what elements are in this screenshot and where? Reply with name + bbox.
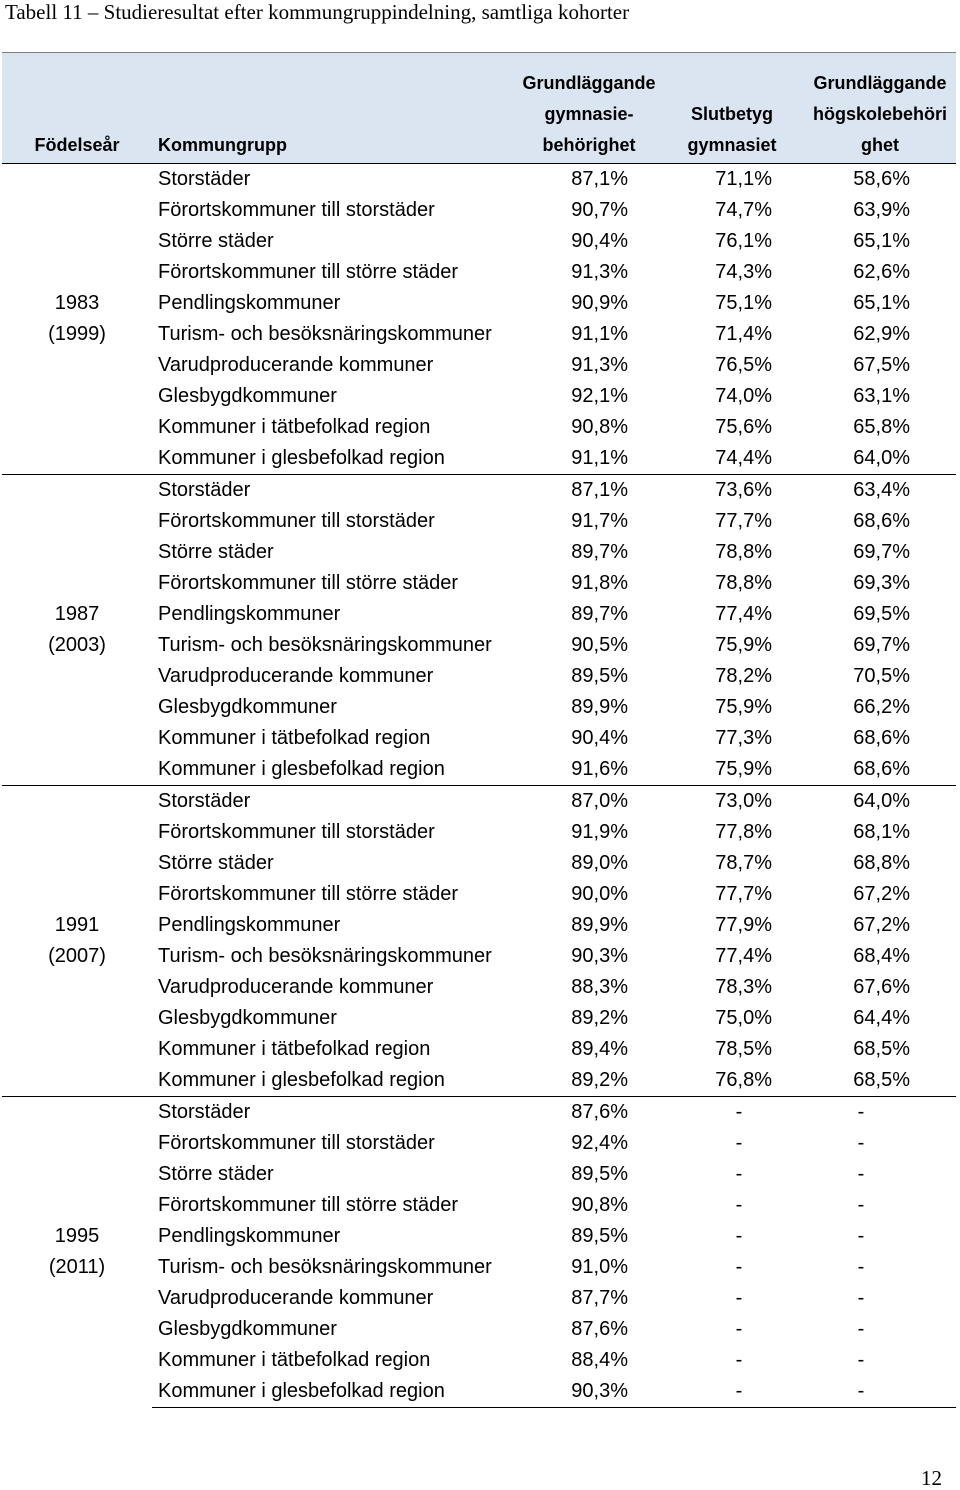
kommungrupp-cell: Större städer — [158, 1163, 274, 1185]
header-line: Grundläggande — [522, 73, 656, 93]
grundlaggande-gymnasiebehorighet-cell: 90,3% — [571, 945, 628, 967]
kommungrupp-cell: Turism- och besöksnäringskommuner — [158, 945, 492, 967]
cohort-sub-year: (2011) — [48, 1256, 106, 1279]
grundlaggande-gymnasiebehorighet-cell: 91,8% — [571, 572, 628, 594]
kommungrupp-cell: Glesbygdkommuner — [158, 696, 337, 718]
grundlaggande-gymnasiebehorighet-cell: 89,9% — [571, 696, 628, 718]
kommungrupp-cell: Storstäder — [152, 1097, 518, 1129]
slutbetyg-gymnasiet-cell: 77,4% — [715, 603, 772, 625]
header-line: högskolebehöri — [812, 104, 947, 124]
grundlaggande-gymnasiebehorighet-cell: 89,2% — [518, 1065, 660, 1097]
cohort-year: 1995 — [54, 1225, 100, 1248]
cohort-year-cell — [2, 164, 152, 475]
slutbetyg-gymnasiet-cell: 78,3% — [715, 976, 772, 998]
grundlaggande-gymnasiebehorighet-cell: 87,7% — [571, 1287, 628, 1309]
grundlaggande-gymnasiebehorighet-cell: 89,7% — [571, 541, 628, 563]
kommungrupp-cell: Turism- och besöksnäringskommuner — [158, 323, 492, 345]
grundlaggande-gymnasiebehorighet-cell: 91,3% — [571, 354, 628, 376]
grundlaggande-gymnasiebehorighet-cell: 87,0% — [518, 786, 660, 818]
kommungrupp-cell: Storstäder — [152, 475, 518, 507]
kommungrupp-cell: Turism- och besöksnäringskommuner — [158, 1256, 492, 1278]
slutbetyg-gymnasiet-cell: - — [735, 1256, 743, 1278]
grundlaggande-hogskolebehorighet-cell: - — [857, 1225, 865, 1247]
table-row — [2, 786, 956, 818]
header-line: Slutbetyg — [690, 104, 773, 124]
grundlaggande-hogskolebehorighet-cell: 63,1% — [853, 385, 910, 407]
header-line: behörighet — [542, 135, 636, 155]
grundlaggande-gymnasiebehorighet-cell: 90,7% — [571, 199, 628, 221]
slutbetyg-gymnasiet-cell: 73,6% — [660, 475, 804, 507]
kommungrupp-cell: Kommuner i tätbefolkad region — [158, 416, 431, 438]
header-line: Grundläggande — [813, 73, 947, 93]
slutbetyg-gymnasiet-cell: 74,0% — [715, 385, 772, 407]
kommungrupp-cell: Glesbygdkommuner — [158, 1318, 337, 1340]
grundlaggande-gymnasiebehorighet-cell: 89,9% — [571, 914, 628, 936]
grundlaggande-hogskolebehorighet-cell: 63,9% — [853, 199, 910, 221]
kommungrupp-cell: Storstäder — [152, 164, 518, 196]
cohort-sub-year: (2003) — [48, 634, 106, 656]
grundlaggande-hogskolebehorighet-cell: - — [804, 1376, 956, 1408]
grundlaggande-gymnasiebehorighet-cell: 90,4% — [571, 230, 628, 252]
slutbetyg-gymnasiet-cell: 75,9% — [715, 634, 772, 656]
slutbetyg-gymnasiet-cell: 76,1% — [715, 230, 772, 252]
slutbetyg-gymnasiet-cell: 77,9% — [715, 914, 772, 936]
table-row — [2, 1097, 956, 1129]
grundlaggande-gymnasiebehorighet-cell: 91,3% — [571, 261, 628, 283]
kommungrupp-cell: Varudproducerande kommuner — [158, 1287, 434, 1309]
grundlaggande-gymnasiebehorighet-cell: 89,5% — [571, 665, 628, 687]
slutbetyg-gymnasiet-cell: 77,7% — [715, 883, 772, 905]
kommungrupp-cell: Storstäder — [152, 786, 518, 818]
slutbetyg-gymnasiet-cell: 71,1% — [660, 164, 804, 196]
slutbetyg-gymnasiet-cell: 77,4% — [715, 945, 772, 967]
grundlaggande-gymnasiebehorighet-cell: 91,7% — [571, 510, 628, 532]
grundlaggande-hogskolebehorighet-cell: 70,5% — [853, 665, 910, 687]
grundlaggande-gymnasiebehorighet-cell: 91,9% — [571, 821, 628, 843]
kommungrupp-cell: Kommuner i glesbefolkad region — [152, 1376, 518, 1408]
grundlaggande-gymnasiebehorighet-cell: 89,0% — [571, 852, 628, 874]
slutbetyg-gymnasiet-cell: 78,5% — [715, 1038, 772, 1060]
table-body — [2, 164, 956, 1408]
grundlaggande-hogskolebehorighet-cell: 66,2% — [853, 696, 910, 718]
slutbetyg-gymnasiet-cell: 76,5% — [715, 354, 772, 376]
grundlaggande-gymnasiebehorighet-cell: 89,7% — [571, 603, 628, 625]
grundlaggande-hogskolebehorighet-cell: 69,7% — [853, 634, 910, 656]
grundlaggande-hogskolebehorighet-cell: 58,6% — [804, 164, 956, 196]
table-row — [2, 475, 956, 507]
kommungrupp-cell: Förortskommuner till större städer — [158, 1194, 459, 1216]
kommungrupp-cell: Pendlingskommuner — [158, 1225, 341, 1247]
grundlaggande-gymnasiebehorighet-cell: 89,2% — [571, 1007, 628, 1029]
kommungrupp-cell: Pendlingskommuner — [158, 292, 341, 314]
grundlaggande-hogskolebehorighet-cell: 68,6% — [853, 510, 910, 532]
header-line: ghet — [861, 135, 899, 155]
header-row — [2, 53, 956, 164]
slutbetyg-gymnasiet-cell: 75,9% — [660, 754, 804, 786]
kommungrupp-cell: Större städer — [158, 541, 274, 563]
kommungrupp-cell: Större städer — [158, 230, 274, 252]
table-title: Tabell 11 – Studieresultat efter kommungruppindelning, samtliga kohorter — [5, 0, 630, 24]
grundlaggande-hogskolebehorighet-cell: 68,4% — [853, 945, 910, 967]
table-row — [2, 164, 956, 196]
cohort-year: 1991 — [54, 914, 100, 936]
grundlaggande-gymnasiebehorighet-cell: 87,1% — [518, 475, 660, 507]
cohort-year: 1983 — [54, 292, 100, 314]
grundlaggande-hogskolebehorighet-cell: 68,6% — [853, 727, 910, 749]
grundlaggande-hogskolebehorighet-cell: 68,1% — [853, 821, 910, 843]
slutbetyg-gymnasiet-cell: 77,8% — [715, 821, 772, 843]
grundlaggande-hogskolebehorighet-cell: 65,8% — [853, 416, 910, 438]
slutbetyg-gymnasiet-cell: 76,8% — [660, 1065, 804, 1097]
kommungrupp-cell: Förortskommuner till storstäder — [158, 199, 435, 221]
grundlaggande-hogskolebehorighet-cell: 68,6% — [804, 754, 956, 786]
slutbetyg-gymnasiet-cell: - — [735, 1225, 743, 1247]
slutbetyg-gymnasiet-cell: - — [735, 1318, 743, 1340]
header-line: gymnasiet — [687, 135, 777, 155]
grundlaggande-gymnasiebehorighet-cell: 87,6% — [518, 1097, 660, 1129]
grundlaggande-gymnasiebehorighet-cell: 91,0% — [571, 1256, 628, 1278]
header-grundlaggande-hogskolebehorighet — [804, 53, 956, 164]
grundlaggande-hogskolebehorighet-cell: 63,4% — [804, 475, 956, 507]
kommungrupp-cell: Förortskommuner till storstäder — [158, 821, 435, 843]
slutbetyg-gymnasiet-cell: 75,6% — [715, 416, 772, 438]
grundlaggande-hogskolebehorighet-cell: 62,9% — [853, 323, 910, 345]
grundlaggande-hogskolebehorighet-cell: 68,8% — [853, 852, 910, 874]
header-fodelsear: Födelseår — [2, 53, 152, 164]
kommungrupp-cell: Pendlingskommuner — [158, 603, 341, 625]
grundlaggande-hogskolebehorighet-cell: - — [857, 1194, 865, 1216]
grundlaggande-hogskolebehorighet-cell: - — [857, 1256, 865, 1278]
kommungrupp-cell: Förortskommuner till större städer — [158, 883, 459, 905]
cohort-year-cell — [2, 1097, 152, 1408]
slutbetyg-gymnasiet-cell: - — [735, 1349, 743, 1371]
grundlaggande-gymnasiebehorighet-cell: 88,4% — [571, 1349, 628, 1371]
grundlaggande-hogskolebehorighet-cell: - — [804, 1097, 956, 1129]
slutbetyg-gymnasiet-cell: 75,0% — [715, 1007, 772, 1029]
grundlaggande-hogskolebehorighet-cell: - — [857, 1163, 865, 1185]
grundlaggande-hogskolebehorighet-cell: - — [857, 1318, 865, 1340]
grundlaggande-hogskolebehorighet-cell: 65,1% — [853, 230, 910, 252]
grundlaggande-gymnasiebehorighet-cell: 89,5% — [571, 1225, 628, 1247]
grundlaggande-hogskolebehorighet-cell: 69,5% — [853, 603, 910, 625]
header-line: gymnasie- — [544, 104, 634, 124]
grundlaggande-hogskolebehorighet-cell: 67,2% — [853, 883, 910, 905]
kommungrupp-cell: Förortskommuner till större städer — [158, 572, 459, 594]
kommungrupp-cell: Förortskommuner till storstäder — [158, 510, 435, 532]
grundlaggande-hogskolebehorighet-cell: - — [857, 1349, 865, 1371]
slutbetyg-gymnasiet-cell: 78,8% — [715, 572, 772, 594]
slutbetyg-gymnasiet-cell: 73,0% — [660, 786, 804, 818]
slutbetyg-gymnasiet-cell: - — [735, 1163, 743, 1185]
kommungrupp-cell: Varudproducerande kommuner — [158, 354, 434, 376]
grundlaggande-hogskolebehorighet-cell: 64,0% — [804, 443, 956, 475]
cohort-sub-year: (1999) — [48, 323, 106, 345]
header-kommungrupp: Kommungrupp — [152, 53, 518, 164]
kommungrupp-cell: Kommuner i glesbefolkad region — [152, 1065, 518, 1097]
slutbetyg-gymnasiet-cell: 74,7% — [715, 199, 772, 221]
cohort-year: 1987 — [54, 603, 100, 625]
slutbetyg-gymnasiet-cell: 74,4% — [660, 443, 804, 475]
grundlaggande-hogskolebehorighet-cell: - — [857, 1132, 865, 1154]
kommungrupp-cell: Glesbygdkommuner — [158, 1007, 337, 1029]
cohort-year-cell — [2, 475, 152, 786]
grundlaggande-gymnasiebehorighet-cell: 90,4% — [571, 727, 628, 749]
slutbetyg-gymnasiet-cell: - — [735, 1132, 743, 1154]
slutbetyg-gymnasiet-cell: 75,1% — [715, 292, 772, 314]
slutbetyg-gymnasiet-cell: - — [735, 1287, 743, 1309]
grundlaggande-hogskolebehorighet-cell: 68,5% — [804, 1065, 956, 1097]
page-number: 12 — [921, 1466, 942, 1490]
slutbetyg-gymnasiet-cell: - — [735, 1194, 743, 1216]
grundlaggande-gymnasiebehorighet-cell: 92,4% — [571, 1132, 628, 1154]
grundlaggande-gymnasiebehorighet-cell: 89,4% — [571, 1038, 628, 1060]
kommungrupp-cell: Kommuner i glesbefolkad region — [152, 443, 518, 475]
kommungrupp-cell: Glesbygdkommuner — [158, 385, 337, 407]
slutbetyg-gymnasiet-cell: 77,3% — [715, 727, 772, 749]
grundlaggande-gymnasiebehorighet-cell: 91,6% — [518, 754, 660, 786]
grundlaggande-gymnasiebehorighet-cell: 90,5% — [571, 634, 628, 656]
kommungrupp-cell: Pendlingskommuner — [158, 914, 341, 936]
grundlaggande-gymnasiebehorighet-cell: 88,3% — [571, 976, 628, 998]
kommungrupp-cell: Kommuner i tätbefolkad region — [158, 727, 431, 749]
kommungrupp-cell: Kommuner i tätbefolkad region — [158, 1349, 431, 1371]
grundlaggande-gymnasiebehorighet-cell: 87,1% — [518, 164, 660, 196]
grundlaggande-gymnasiebehorighet-cell: 91,1% — [571, 323, 628, 345]
grundlaggande-gymnasiebehorighet-cell: 90,0% — [571, 883, 628, 905]
grundlaggande-gymnasiebehorighet-cell: 90,8% — [571, 1194, 628, 1216]
kommungrupp-cell: Turism- och besöksnäringskommuner — [158, 634, 492, 656]
grundlaggande-hogskolebehorighet-cell: 67,2% — [853, 914, 910, 936]
grundlaggande-gymnasiebehorighet-cell: 89,5% — [571, 1163, 628, 1185]
results-table — [2, 52, 956, 1408]
grundlaggande-gymnasiebehorighet-cell: 90,3% — [518, 1376, 660, 1408]
grundlaggande-hogskolebehorighet-cell: - — [857, 1287, 865, 1309]
grundlaggande-hogskolebehorighet-cell: 62,6% — [853, 261, 910, 283]
grundlaggande-hogskolebehorighet-cell: 68,5% — [853, 1038, 910, 1060]
grundlaggande-gymnasiebehorighet-cell: 90,9% — [571, 292, 628, 314]
kommungrupp-cell: Förortskommuner till storstäder — [158, 1132, 435, 1154]
grundlaggande-hogskolebehorighet-cell: 69,7% — [853, 541, 910, 563]
slutbetyg-gymnasiet-cell: - — [660, 1376, 804, 1408]
grundlaggande-gymnasiebehorighet-cell: 91,1% — [518, 443, 660, 475]
kommungrupp-cell: Förortskommuner till större städer — [158, 261, 459, 283]
grundlaggande-gymnasiebehorighet-cell: 92,1% — [571, 385, 628, 407]
slutbetyg-gymnasiet-cell: 75,9% — [715, 696, 772, 718]
slutbetyg-gymnasiet-cell: 78,8% — [715, 541, 772, 563]
slutbetyg-gymnasiet-cell: 71,4% — [715, 323, 772, 345]
kommungrupp-cell: Kommuner i tätbefolkad region — [158, 1038, 431, 1060]
slutbetyg-gymnasiet-cell: 74,3% — [715, 261, 772, 283]
kommungrupp-cell: Varudproducerande kommuner — [158, 665, 434, 687]
grundlaggande-hogskolebehorighet-cell: 64,4% — [853, 1007, 910, 1029]
grundlaggande-hogskolebehorighet-cell: 65,1% — [853, 292, 910, 314]
grundlaggande-hogskolebehorighet-cell: 69,3% — [853, 572, 910, 594]
kommungrupp-cell: Varudproducerande kommuner — [158, 976, 434, 998]
slutbetyg-gymnasiet-cell: 77,7% — [715, 510, 772, 532]
grundlaggande-gymnasiebehorighet-cell: 87,6% — [571, 1318, 628, 1340]
slutbetyg-gymnasiet-cell: 78,2% — [715, 665, 772, 687]
grundlaggande-gymnasiebehorighet-cell: 90,8% — [571, 416, 628, 438]
kommungrupp-cell: Kommuner i glesbefolkad region — [152, 754, 518, 786]
kommungrupp-cell: Större städer — [158, 852, 274, 874]
header-grundlaggande-gymnasiebehorighet — [518, 53, 660, 164]
grundlaggande-hogskolebehorighet-cell: 67,5% — [853, 354, 910, 376]
slutbetyg-gymnasiet-cell: - — [660, 1097, 804, 1129]
header-slutbetyg-gymnasiet — [660, 53, 804, 164]
cohort-sub-year: (2007) — [48, 945, 106, 967]
slutbetyg-gymnasiet-cell: 78,7% — [715, 852, 772, 874]
cohort-year-cell — [2, 786, 152, 1097]
grundlaggande-hogskolebehorighet-cell: 67,6% — [853, 976, 910, 998]
grundlaggande-hogskolebehorighet-cell: 64,0% — [804, 786, 956, 818]
